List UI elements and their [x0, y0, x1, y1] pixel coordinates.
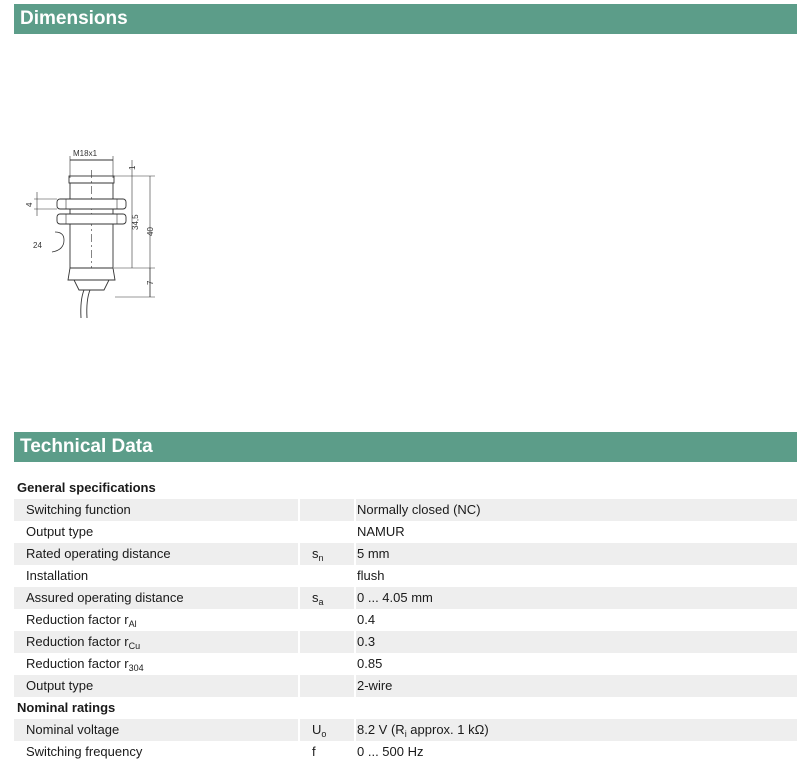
row-symbol: f — [298, 741, 356, 763]
table-row — [14, 741, 797, 763]
table-row — [14, 653, 797, 675]
row-symbol — [298, 631, 356, 653]
table-row — [14, 631, 797, 653]
row-label: Switching frequency — [26, 744, 143, 759]
table-row — [14, 719, 797, 741]
row-value: 0.4 — [357, 612, 376, 627]
row-label: Reduction factor $r_{Cu}$ — [26, 634, 141, 651]
technical-data-header — [14, 432, 797, 462]
row-value: NAMUR — [357, 524, 405, 539]
wrench-size-label: 24 — [33, 241, 42, 250]
group-title-nominal: Nominal ratings — [17, 700, 116, 715]
row-label: Reduction factor $r_{Al}$ — [26, 612, 137, 629]
nut-upper — [57, 199, 126, 209]
table-row — [14, 565, 797, 587]
row-label: Output type — [26, 524, 94, 539]
top-offset-label: 1 — [128, 165, 137, 170]
cable-gland — [74, 280, 109, 290]
row-symbol: $s_a$ — [298, 587, 356, 609]
sensor-dimension-drawing — [20, 140, 180, 325]
row-value: Normally closed (NC) — [357, 502, 481, 517]
row-symbol — [298, 565, 356, 587]
technical-data-title: Technical Data — [20, 436, 153, 457]
row-label: Nominal voltage — [26, 722, 120, 737]
table-row — [14, 521, 797, 543]
row-label: Rated operating distance — [26, 546, 171, 561]
nut-height-label: 4 — [25, 202, 34, 207]
row-value: 8.2 V ($R_i$ approx. 1 kΩ) — [357, 722, 489, 739]
table-row — [14, 543, 797, 565]
table-row — [14, 587, 797, 609]
row-symbol — [298, 521, 356, 543]
technical-data-table — [14, 477, 797, 763]
thread-length-label: 34,5 — [131, 214, 140, 230]
table-row — [14, 609, 797, 631]
row-symbol — [298, 499, 356, 521]
row-value: 0 ... 500 Hz — [357, 744, 424, 759]
group-row-nominal — [14, 697, 797, 719]
row-value: 2-wire — [357, 678, 393, 693]
row-value: 0 ... 4.05 mm — [357, 590, 433, 605]
dimensions-title: Dimensions — [20, 8, 128, 29]
row-symbol — [298, 609, 356, 631]
group-row-general — [14, 477, 797, 499]
row-symbol: $U_o$ — [298, 719, 356, 741]
row-value: flush — [357, 568, 385, 583]
sensor-cap — [68, 268, 115, 280]
row-value: 5 mm — [357, 546, 390, 561]
thread-label: M18x1 — [73, 149, 98, 158]
row-symbol: $s_n$ — [298, 543, 356, 565]
body-length-label: 40 — [146, 227, 155, 236]
row-symbol — [298, 675, 356, 697]
nut-lower — [57, 214, 126, 224]
dimensions-header — [14, 4, 797, 34]
row-label: Reduction factor $r_{304}$ — [26, 656, 144, 673]
row-label: Installation — [26, 568, 89, 583]
group-title-general: General specifications — [17, 480, 156, 495]
row-symbol — [298, 653, 356, 675]
table-row — [14, 499, 797, 521]
row-label: Output type — [26, 678, 94, 693]
cap-length-label: 7 — [146, 280, 155, 285]
row-value: 0.85 — [357, 656, 383, 671]
table-row — [14, 675, 797, 697]
row-label: Assured operating distance — [26, 590, 184, 605]
wrench-icon — [52, 232, 64, 252]
row-label: Switching function — [26, 502, 131, 517]
row-value: 0.3 — [357, 634, 376, 649]
